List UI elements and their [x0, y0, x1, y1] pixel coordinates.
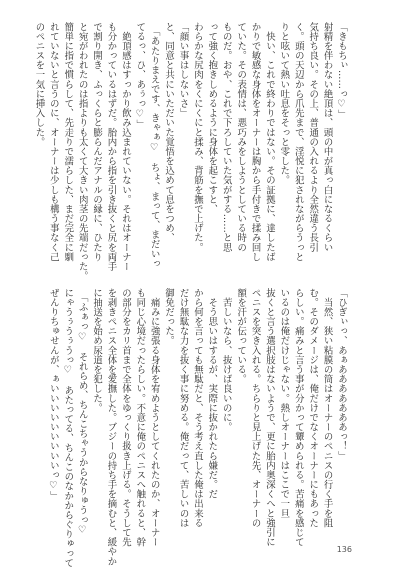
text-column: ものだ。おや、これで下ろしていた気がする……と思 [220, 22, 232, 253]
text-column: 「きもちぃ……っ♡」 [336, 22, 347, 120]
text-column: 簡単に指で慣らして、先走りで濡らした、まだ完全に馴 [62, 22, 74, 262]
text-column: いるのは俺だけじゃない。熱しオーナーはここで一旦 [278, 288, 290, 519]
text-column: 痛みに強張る身体を宥めようとしてくれたのか、オーナー [148, 288, 160, 547]
text-column: だけ無駄な力を抜く事に努める。俺だって、苦しいのは [177, 288, 189, 528]
text-column: って強く抱きしめるように身体を起こすと、 [206, 22, 218, 214]
text-column: 額を汗が伝っている。 [235, 288, 247, 384]
text-column: と、同意と共にいただいた覚悟を込めて息をつめ、 [163, 22, 175, 243]
text-column: 気持ち良い。その上、普通の入れるより全然違う長引 [307, 22, 319, 253]
text-column: かりで敏感な身体をオーナーは胸から手付きで揉み回し [249, 22, 261, 262]
text-column: のペニスを一気に挿入した。 [33, 22, 45, 147]
upper-text-block [31, 22, 348, 281]
text-column: 御免だった。 [163, 288, 175, 346]
text-column: から何を言っても無駄だと、そう考え直した俺は出来る [191, 288, 203, 528]
text-column: む。そのダメージは、俺だけでなくオーナーにもあった [307, 288, 319, 528]
text-column: の部分をカリ首まで全体をゆっくり扱き上げる。そうして先 [119, 288, 131, 547]
text-column: 苦しいなら、抜けば良いのに。 [220, 288, 232, 432]
text-column: りと呟いて熱い吐息をそっと零した。 [278, 22, 290, 186]
text-column: と宛がわれたのは指よりも太くて大きい肉茎の先端だった。 [76, 22, 88, 281]
text-column: らしい。痛みと言う事が分かって顰められる。苦痛を感じて [292, 288, 304, 547]
text-column: 射精を伴わない絶頂は、頭の中が真っ白になるくらい [321, 22, 333, 253]
text-column: 「顔い事はしないさ」 [177, 22, 189, 118]
page-number: 136 [336, 545, 352, 554]
text-column: に抽送を始め尿道を犯した。 [91, 288, 103, 413]
text-column: 「ひぎぃっ、あぁあああああああっ！」 [336, 288, 347, 461]
text-column: そう思いはするが、実際に抜かれたら嫌だ。だ [206, 288, 218, 499]
text-column: れていないと言うのに、オーナーは少しも構う事なく己 [47, 22, 59, 262]
text-column: を剥きペニス全体を愛撫した。ブジーの持ち手を摘むと、緩やか [105, 288, 117, 567]
text-column: にゃうぅうぅうっ♡ あたってる、ちんこのなかからぐりゅって [62, 288, 74, 568]
text-column: で割り開き、ふっくらと膨らんだアナルの縁に、ひたり [91, 22, 103, 262]
text-column: てるっ、ひ、あぅっ♡」 [134, 22, 146, 130]
text-column: も分かっているはずだ。胎内から指を引き抜くと尻を両手 [105, 22, 117, 272]
text-column: ぜんりちゅせんが、ぁいいいいいいいいいっ♡」 [47, 288, 59, 501]
text-column: 絶頂感はすっかり飲み込まれていない。それはオーナー [119, 22, 131, 272]
text-column: も同じ心境だったらしい。不意に俺のペニスへ触れると、幹 [134, 288, 146, 547]
text-column: 「あたりまえです、きゃぁ♡ ちょ、まって、まだいっ [148, 22, 160, 269]
text-column: 当然、狭い粘膜の筒はオーナーのペニスの行く手を阻 [321, 288, 333, 528]
text-column: 「ふぁっ♡ それらめ、ちんこちゃうからなりゅうっ♡ [76, 288, 88, 536]
text-column: ていた。その表情は、悪巧みをしようとしている時の [235, 22, 247, 253]
text-column: 抜くと言う選択肢はないようで、更に胎内奥深くへと強引に [263, 288, 275, 547]
text-column: ペニスを突き入れる。ちらりと見上げた先、オーナーの [249, 288, 261, 528]
text-column: く。頭の天辺から爪先まで、淫悦に犯されながらうっと [292, 22, 304, 262]
text-column: わらかな尻肉をくにくにと揉み、背筋を撫で上げた。 [191, 22, 203, 253]
text-column: 快い、これで終わりではない。その証拠に、達したば [263, 22, 275, 262]
